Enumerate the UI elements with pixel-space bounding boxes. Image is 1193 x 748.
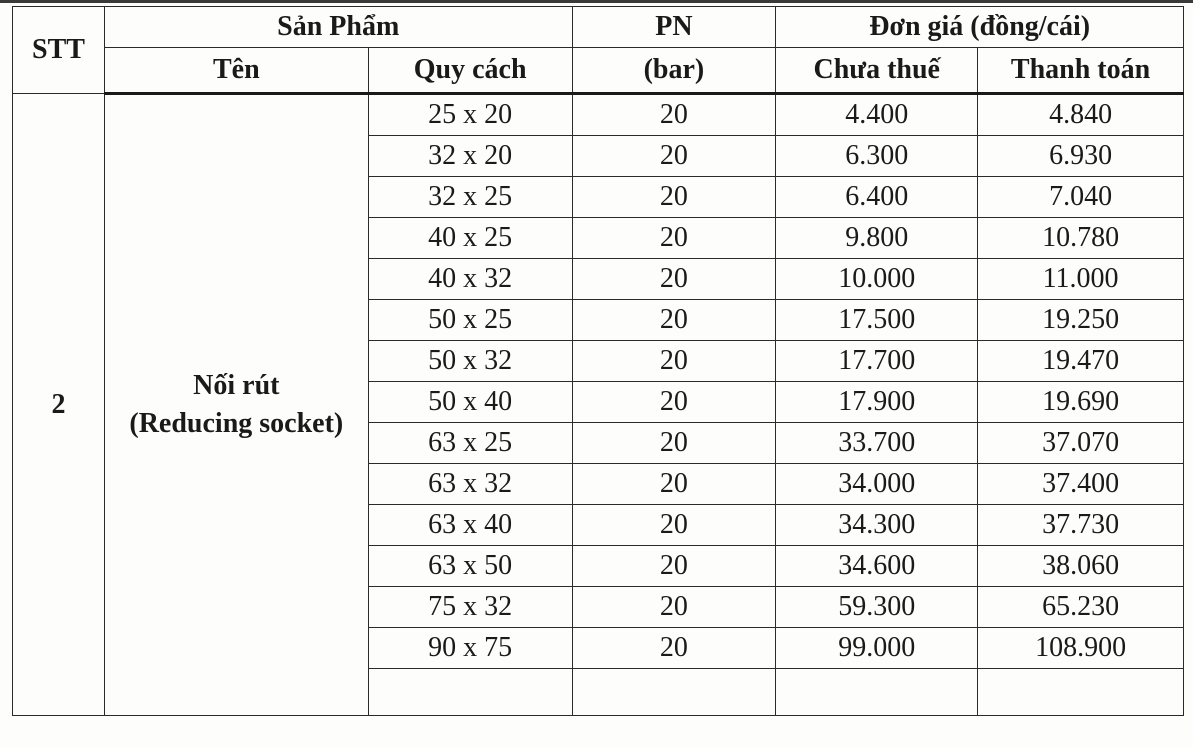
cell-pn: 20 — [572, 136, 776, 177]
cell-spec: 25 x 20 — [368, 94, 572, 136]
header-thanh-toan: Thanh toán — [978, 48, 1184, 94]
cell-price-total: 65.230 — [978, 587, 1184, 628]
cell-pn: 20 — [572, 546, 776, 587]
cell-spec: 32 x 25 — [368, 177, 572, 218]
price-table — [12, 6, 1184, 716]
cell-spec: 40 x 25 — [368, 218, 572, 259]
header-stt: STT — [13, 7, 105, 94]
cell-price-pre-tax: 34.300 — [776, 505, 978, 546]
cell-price-total: 37.400 — [978, 464, 1184, 505]
cell-spec: 40 x 32 — [368, 259, 572, 300]
cell-price-pre-tax: 17.900 — [776, 382, 978, 423]
cell-price-pre-tax: 6.300 — [776, 136, 978, 177]
cell-pn: 20 — [572, 423, 776, 464]
cell-price-pre-tax: 17.500 — [776, 300, 978, 341]
cell-price-total: 4.840 — [978, 94, 1184, 136]
cell-price-pre-tax: 33.700 — [776, 423, 978, 464]
cell-price-pre-tax: 6.400 — [776, 177, 978, 218]
cell-pn: 20 — [572, 587, 776, 628]
cell-price-pre-tax: 9.800 — [776, 218, 978, 259]
cell-price-pre-tax: 4.400 — [776, 94, 978, 136]
cell-pn: 20 — [572, 464, 776, 505]
cell-price-total: 10.780 — [978, 218, 1184, 259]
cell-price-total: 108.900 — [978, 628, 1184, 669]
header-don-gia: Đơn giá (đồng/cái) — [776, 7, 1184, 48]
cell-pn: 20 — [572, 218, 776, 259]
cell-spec: 50 x 32 — [368, 341, 572, 382]
cell-pn: 20 — [572, 382, 776, 423]
cell-price-total: 19.470 — [978, 341, 1184, 382]
header-pn-unit: (bar) — [572, 48, 776, 94]
cell-spec: 90 x 75 — [368, 628, 572, 669]
table-header — [13, 7, 1184, 94]
cell-spec: 32 x 20 — [368, 136, 572, 177]
cell-pn: 20 — [572, 259, 776, 300]
cell-price-total: 37.070 — [978, 423, 1184, 464]
cell-spec: 63 x 25 — [368, 423, 572, 464]
cell-price-total: 19.250 — [978, 300, 1184, 341]
cell-pn: 20 — [572, 628, 776, 669]
header-chua-thue: Chưa thuế — [776, 48, 978, 94]
cell-spec: 50 x 40 — [368, 382, 572, 423]
product-name-vi: Nối rút — [193, 370, 280, 401]
header-san-pham: Sản Phẩm — [104, 7, 572, 48]
cell-price-pre-tax: 10.000 — [776, 259, 978, 300]
cell-price-pre-tax: 99.000 — [776, 628, 978, 669]
cell-price-total: 11.000 — [978, 259, 1184, 300]
cell-pn: 20 — [572, 505, 776, 546]
table-row — [13, 94, 1184, 136]
cell-price-pre-tax: 34.000 — [776, 464, 978, 505]
cell-price-total: 37.730 — [978, 505, 1184, 546]
cell-price-total: 7.040 — [978, 177, 1184, 218]
cell-spec: 75 x 32 — [368, 587, 572, 628]
cell-price-total: 38.060 — [978, 546, 1184, 587]
cell-pn: 20 — [572, 341, 776, 382]
product-name-en: (Reducing socket) — [129, 408, 344, 439]
empty-cell — [572, 669, 776, 716]
cell-spec: 63 x 50 — [368, 546, 572, 587]
cell-spec: 63 x 32 — [368, 464, 572, 505]
cell-price-pre-tax: 59.300 — [776, 587, 978, 628]
cell-pn: 20 — [572, 177, 776, 218]
header-quy-cach: Quy cách — [368, 48, 572, 94]
group-product-name — [104, 94, 368, 716]
cell-price-total: 19.690 — [978, 382, 1184, 423]
header-ten: Tên — [104, 48, 368, 94]
empty-cell — [776, 669, 978, 716]
group-stt: 2 — [13, 94, 105, 716]
cell-price-pre-tax: 34.600 — [776, 546, 978, 587]
empty-cell — [978, 669, 1184, 716]
cell-price-pre-tax: 17.700 — [776, 341, 978, 382]
cell-spec: 50 x 25 — [368, 300, 572, 341]
cell-pn: 20 — [572, 94, 776, 136]
empty-cell — [368, 669, 572, 716]
cell-spec: 63 x 40 — [368, 505, 572, 546]
header-pn: PN — [572, 7, 776, 48]
cell-price-total: 6.930 — [978, 136, 1184, 177]
cell-pn: 20 — [572, 300, 776, 341]
top-border-line — [0, 0, 1193, 3]
table-body — [13, 94, 1184, 716]
